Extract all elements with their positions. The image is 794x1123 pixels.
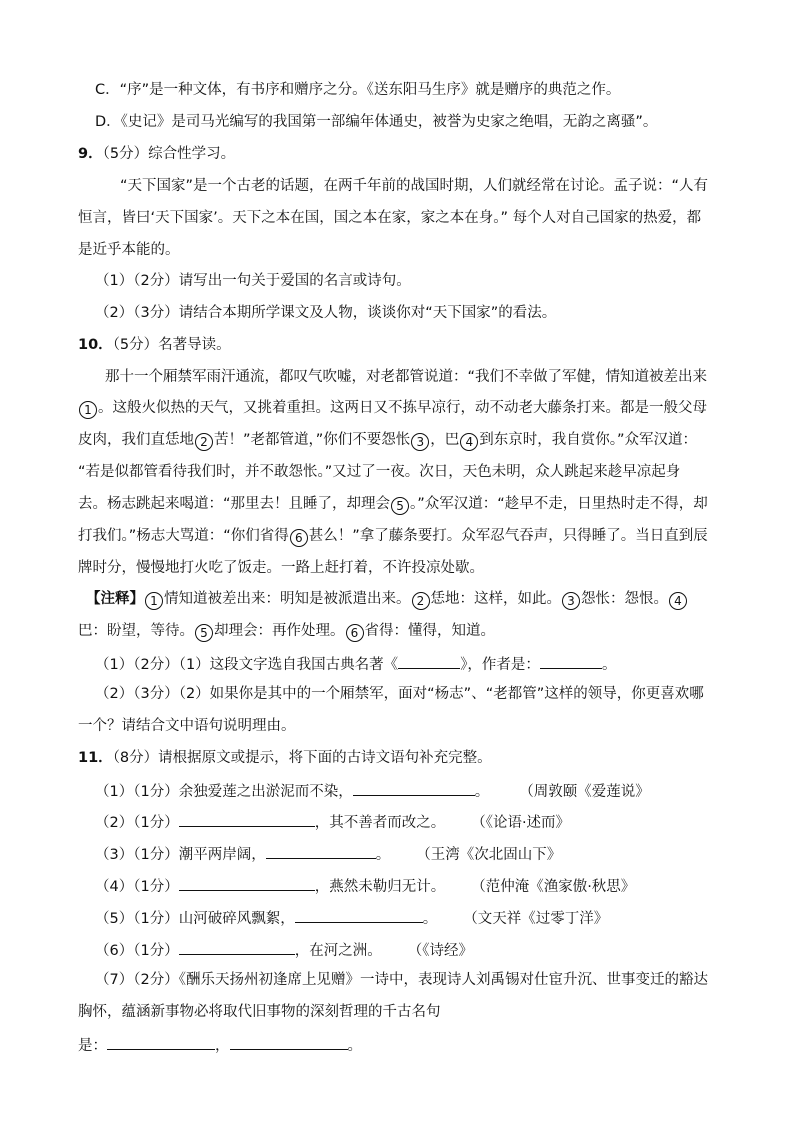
q9-subquestion-1: （1）（2分）请写出一句关于爱国的名言或诗句。 [95,273,411,289]
answer-blank[interactable] [107,1034,215,1050]
q8-option-c: C．“序”是一种文体，有书序和赠序之分。《送东阳马生序》就是赠序的典范之作。 [95,82,621,98]
circled-number: 4 [669,592,687,610]
answer-blank[interactable] [398,653,460,669]
answer-blank[interactable] [540,653,602,669]
circled-number: 1 [79,401,97,419]
q10-subquestion-1: （1）（2分）（1）这段文字选自我国古典名著《 》，作者是： 。 [95,653,616,675]
q9-passage-line-2: 恒言，皆曰‘天下国家’。天下之本在国，国之本在家，家之本在身。” 每个人对自己国家的热爱，都 [78,210,702,226]
answer-blank[interactable] [266,843,376,859]
q10-passage-line-3: 皮肉，我们直恁地 2 苦！”老都管道，”你们不要怨怅 3 ，巴 4 到东京时，我自赏你。”众军汉道： [78,432,698,449]
q11-item-6: （6）（1分） ，在河之洲。 （《诗经》 [95,939,473,961]
q10-passage-line-7: 牌时分，慢慢地打火吃了饭走。一路上赶打着，不许投凉处歇。 [78,560,484,576]
circled-number: 3 [562,592,580,610]
q10-notes-line-1: 【注释】 1 情知道被差出来：明知是被派遣出来。 2 恁地：这样，如此。 3 怨怅：怨恨。 4 [86,589,688,610]
circled-number: 3 [411,433,429,451]
circled-number: 6 [290,529,308,547]
q11-item-4: （4）（1分） ，燕然未勒归无计。 （范仲淹《渔家傲·秋思》 [95,875,635,897]
answer-blank[interactable] [179,939,295,955]
answer-blank[interactable] [179,811,315,827]
q11-item-7-line-1: （7）（2分）《酬乐天扬州初逢席上见赠》一诗中，表现诗人刘禹锡对仕宦升沉、世事变迁的豁达 [95,972,708,988]
q9-subquestion-2: （2）（3分）请结合本期所学课文及人物，谈谈你对“天下国家”的看法。 [95,305,557,321]
answer-blank[interactable] [353,780,475,796]
q9-passage-line-3: 是近乎本能的。 [78,242,180,258]
circled-number: 5 [391,497,409,515]
q11-heading: 11．（8分）请根据原文或提示，将下面的古诗文语句补充完整。 [78,750,492,766]
q11-item-7-line-3: 是： ， 。 [78,1034,362,1056]
q8-option-d: D．《史记》是司马光编写的我国第一部编年体通史，被誉为史家之绝唱，无韵之离骚”。 [95,114,658,130]
circled-number: 2 [195,433,213,451]
q11-item-5: （5）（1分）山河破碎风飘絮， 。 （文天祥《过零丁洋》 [95,907,608,929]
q10-heading: 10．（5分）名著导读。 [78,337,231,353]
q10-subquestion-2-line-1: （2）（3分）（2）如果你是其中的一个厢禁军，面对“杨志”、“老都管”这样的领导，你更喜欢哪 [95,686,704,702]
circled-number: 1 [145,592,163,610]
q9-heading: 9．（5分）综合性学习。 [78,146,236,162]
answer-blank[interactable] [295,907,423,923]
q10-passage-line-4: “若是似都管看待我们时，并不敢怨怅。”又过了一夜。次日，天色未明，众人跳起来趁早凉起身 [78,464,681,480]
q10-passage-line-5: 去。杨志跳起来喝道：“那里去！且睡了，却理会 5 。”众军汉道：“趁早不走，日里热时走不得，却 [78,496,708,513]
q10-passage-line-2: 1 。这般火似热的天气，又挑着重担。这两日又不拣早凉行，动不动老大藤条打来。都是一般父母 [78,398,707,419]
q11-item-3: （3）（1分）潮平两岸阔， 。 （王湾《次北固山下》 [95,843,561,865]
answer-blank[interactable] [230,1034,348,1050]
q10-passage-line-6: 打我们。”杨志大骂道：“你们省得 6 甚么！”拿了藤条要打。众军忍气吞声，只得睡了。当日直到辰 [78,528,708,545]
circled-number: 2 [412,592,430,610]
circled-number: 5 [195,624,213,642]
circled-number: 6 [346,624,364,642]
answer-blank[interactable] [179,875,315,891]
circled-number: 4 [460,433,478,451]
q10-passage-line-1: 那十一个厢禁军雨汗通流，都叹气吹嘘，对老都管说道：“我们不幸做了军健，情知道被差出来 [105,369,708,385]
q10-notes-line-2: 巴：盼望，等待。 5 却理会：再作处理。 6 省得：懂得，知道。 [78,623,495,640]
q11-item-1: （1）（1分）余独爱莲之出淤泥而不染， 。 （周敦颐《爱莲说》 [95,780,650,802]
q11-item-7-line-2: 胸怀，蕴涵新事物必将取代旧事物的深刻哲理的千古名句 [78,1004,441,1020]
q9-passage-line-1: “天下国家”是一个古老的话题，在两千年前的战国时期，人们就经常在讨论。孟子说：“人有 [120,178,709,194]
q10-subquestion-2-line-2: 一个？请结合文中语句说明理由。 [78,718,296,734]
q11-item-2: （2）（1分） ，其不善者而改之。 （《论语·述而》 [95,811,570,833]
